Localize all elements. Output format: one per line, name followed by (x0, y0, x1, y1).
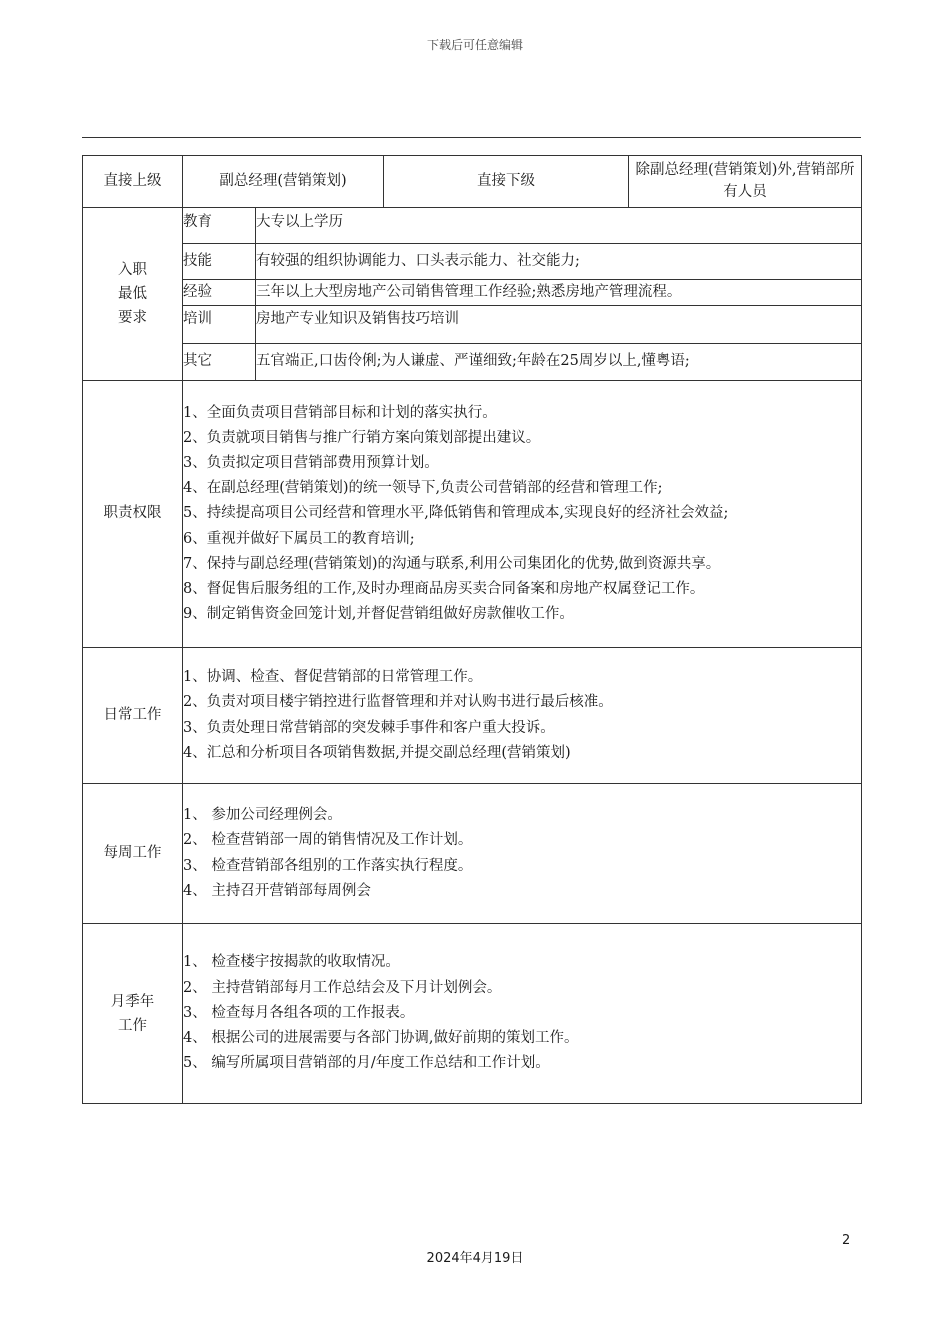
monthly-list (183, 924, 862, 1104)
requirement-row (83, 244, 862, 280)
duties-list (183, 381, 862, 648)
list-item: 3、负责处理日常营销部的突发棘手事件和客户重大投诉。 (183, 719, 555, 736)
list-item: 4、在副总经理(营销策划)的统一领导下,负责公司营销部的经营和管理工作; (183, 480, 663, 497)
list-item: 4、 根据公司的进展需要与各部门协调,做好前期的策划工作。 (183, 1030, 579, 1047)
requirement-value-education: 大专以上学历 (256, 208, 862, 244)
subordinate-label: 直接下级 (384, 156, 629, 208)
list-item: 2、 主持营销部每月工作总结会及下月计划例会。 (183, 979, 502, 996)
job-description-table (82, 155, 862, 1104)
monthly-label-line: 工作 (118, 1017, 147, 1034)
list-item: 1、 检查楼宇按揭款的收取情况。 (183, 954, 400, 971)
requirement-value-skills: 有较强的组织协调能力、口头表示能力、社交能力; (256, 244, 862, 280)
list-item: 3、负责拟定项目营销部费用预算计划。 (183, 454, 439, 471)
superior-label: 直接上级 (83, 156, 183, 208)
list-item: 5、 编写所属项目营销部的月/年度工作总结和工作计划。 (183, 1055, 550, 1072)
footer-date: 2024年4月19日 (426, 1251, 524, 1266)
daily-list (183, 648, 862, 784)
requirements-label (83, 208, 183, 381)
weekly-label: 每周工作 (83, 784, 183, 924)
page-number: 2 (842, 1233, 851, 1248)
monthly-label-line: 月季年 (110, 993, 155, 1010)
requirement-label-skills: 技能 (183, 244, 256, 280)
list-item: 8、督促售后服务组的工作,及时办理商品房买卖合同备案和房地产权属登记工作。 (183, 581, 705, 597)
requirement-label-other: 其它 (183, 344, 256, 381)
header-rule (82, 137, 861, 138)
list-item: 1、全面负责项目营销部目标和计划的落实执行。 (183, 404, 497, 421)
weekly-list (183, 784, 862, 924)
subordinate-value: 除副总经理(营销策划)外,营销部所有人员 (629, 156, 862, 208)
list-item: 6、重视并做好下属员工的教育培训; (183, 530, 415, 547)
requirement-row (83, 344, 862, 381)
list-item: 7、保持与副总经理(营销策划)的沟通与联系,利用公司集团化的优势,做到资源共享。 (183, 555, 721, 572)
daily-row (83, 648, 862, 784)
list-item: 2、负责对项目楼宇销控进行监督管理和并对认购书进行最后核准。 (183, 694, 613, 711)
list-item: 5、持续提高项目公司经营和管理水平,降低销售和管理成本,实现良好的经济社会效益; (183, 505, 729, 522)
list-item: 4、 主持召开营销部每周例会 (183, 882, 371, 899)
requirement-row (83, 208, 862, 244)
requirement-label-experience: 经验 (183, 280, 256, 306)
duties-row (83, 381, 862, 648)
requirements-label-line: 入职 (118, 262, 147, 278)
list-item: 2、负责就项目销售与推广行销方案向策划部提出建议。 (183, 429, 541, 446)
monthly-row (83, 924, 862, 1104)
requirement-row (83, 306, 862, 344)
list-item: 4、汇总和分析项目各项销售数据,并提交副总经理(营销策划) (183, 744, 571, 761)
requirements-label-line: 要求 (118, 310, 147, 326)
list-item: 9、制定销售资金回笼计划,并督促营销组做好房款催收工作。 (183, 606, 574, 623)
requirement-value-training: 房地产专业知识及销售技巧培训 (256, 306, 862, 344)
requirement-value-other: 五官端正,口齿伶俐;为人谦虚、严谨细致;年龄在25周岁以上,懂粤语; (256, 344, 862, 381)
daily-label: 日常工作 (83, 648, 183, 784)
list-item: 3、 检查营销部各组别的工作落实执行程度。 (183, 857, 473, 874)
superior-value: 副总经理(营销策划) (183, 156, 384, 208)
requirement-row (83, 280, 862, 306)
list-item: 3、 检查每月各组各项的工作报表。 (183, 1004, 415, 1021)
list-item: 1、协调、检查、督促营销部的日常管理工作。 (183, 669, 483, 686)
requirement-value-experience: 三年以上大型房地产公司销售管理工作经验;熟悉房地产管理流程。 (256, 280, 862, 306)
monthly-label (83, 924, 183, 1104)
requirement-label-education: 教育 (183, 208, 256, 244)
requirement-label-training: 培训 (183, 306, 256, 344)
superior-row (83, 156, 862, 208)
list-item: 1、 参加公司经理例会。 (183, 807, 342, 824)
list-item: 2、 检查营销部一周的销售情况及工作计划。 (183, 832, 473, 849)
requirements-label-line: 最低 (118, 286, 147, 302)
weekly-row (83, 784, 862, 924)
header-note: 下载后可任意编辑 (426, 38, 523, 52)
duties-label: 职责权限 (83, 381, 183, 648)
